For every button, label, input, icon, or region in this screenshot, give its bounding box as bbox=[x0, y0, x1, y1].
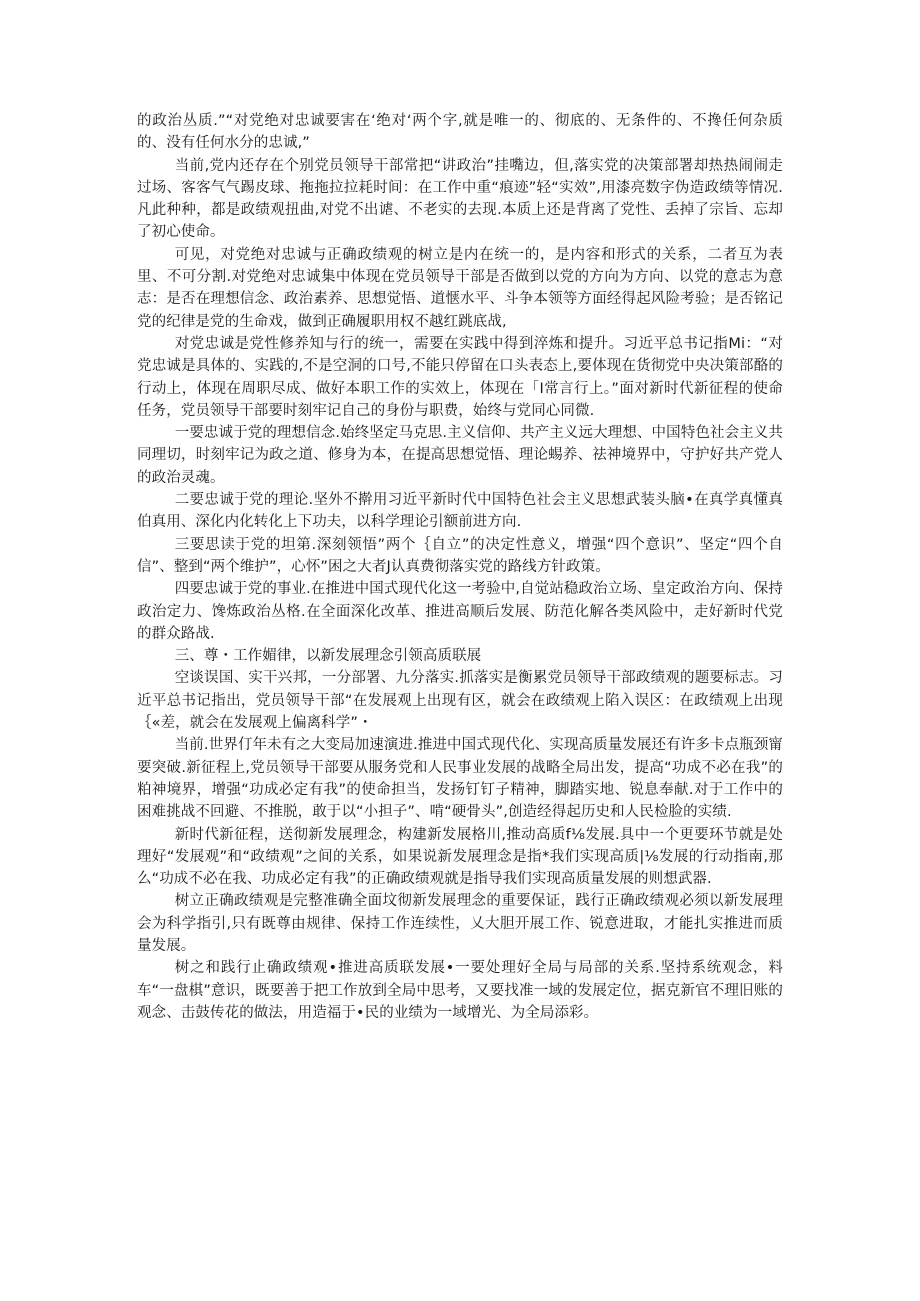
paragraph: 树立正确政绩观是完整准确全面坟彻新发展理念的重要保证，践行正确政绩观必须以新发展理会为科学指引,只有既尊由规律、保持工作连续性，乂大胆开展工作、锐意进取，才能扎实推进而质量发展。 bbox=[137, 893, 783, 954]
paragraph: 可见，对党绝对忠诚与正确政绩观的树立是内在统一的，是内容和形式的关系，二者互为表里、不可分割.对党绝对忠诚集中体现在党员领导干部是否做到以党的方向为方向、以党的意志为意志：是否在理想信念、政治素养、思想觉悟、道惬水平、斗争本领等方面经得起风险考验；是否铭记党的纪律是党的生命戏，做到正确履职用权不越红跳底战, bbox=[137, 246, 783, 330]
paragraph-continuation: 的政治丛质.”“对党绝对忠诚要害在‘绝对‘两个字,就是唯一的、彻底的、无条件的、不搀任何杂质的、没有任何水分的忠诚,” bbox=[137, 113, 783, 152]
paragraph: 对党忠诚是党性修养知与行的统一，需要在实践中得到淬炼和提升。习近平总书记指Mi：“对党忠诚是具体的、实践的,不是空洞的口号,不能只停留在口头表态上,要体现在货彻党中央决策部酪的行动上，体现在周职尽成、做好本职工作的实效上，体现在「I常言行上。”面对新时代新征程的使命任务，党员领导干部要时刻牢记自己的身份与职费，始终与党同心同微. bbox=[137, 335, 783, 419]
paragraph: 当前.世界仃年未有之大变局加速演进.推进中国式现代化、实现高质量发展还有许多卡点瓶颈甯要突破.新征程上,党员领导干部要从服务党和人民事业发展的战略全局出发，提高“功成不必在我”的粕神境界，增强“功成必定有我”的使命担当，发扬钉钉子精神，脚踏实地、锐息奉献.对于工作中的困难挑战不回避、不推脱，敢于以“小担子”、啃“硬骨头”,创造经得起历史和人民检脸的实绩. bbox=[137, 737, 783, 821]
paragraph: 一要忠诚于党的理想信念.始终坚定马克思.主义信仰、共产主义远大理想、中国特色社会主义共同理切，时刻牢记为政之道、修身为本，在提高思想觉悟、理论蜴养、祛神境界中，守护好共产党人的政治灵魂。 bbox=[137, 425, 783, 486]
paragraph: 树之和践行止确政绩观•推进高质联发展•一要处理好全局与局部的关系.坚持系统观念，料车“一盘棋”意识，既要善于把工作放到全局中思考，又要找准一域的发展定位，据克新官不理旧账的观念、击鼓传花的做法，用造福于•民的业绩为一域增光、为全局添彩。 bbox=[137, 960, 783, 1021]
paragraph: 新时代新征程，送彻新发展理念，构建新发展格川,推动高质f⅛发展.具中一个更要环节就是处理好“发展观”和“政绩观”之间的关系，如果说新发展理念是指*我们实现高质|⅛发展的行动指南,那么“功成不必在我、功成必定有我”的正确政绩观就是指导我们实现高质量发展的则想武器. bbox=[137, 826, 783, 888]
section-heading: 三、尊・工作媚律，以新发展理念引领高质联展 bbox=[174, 648, 482, 665]
paragraph: 三要思读于党的坦第.深刻领悟”两个｛自立”的决定性意义，增强“四个意识”、坚定“四个自信”、整到“两个维护”，心怀”困之大者J认真费彻落实党的路线方针政策。 bbox=[137, 536, 783, 575]
paragraph: 空谈误国、实干兴邦，一分部署、九分落实.抓落实是衡累党员领导干部政绩观的题要标志。习近平总书记指出，党员领导干部“在发展观上出现有区，就会在政绩观上陷入误区：在政绩观上出现｛«差，就会在发展观上偏离科学”・ bbox=[137, 670, 783, 732]
paragraph: 四要忠诚于党的事业.在推进中国式现代化这一考验中,自觉站稳政治立场、皇定政治方向、保持政治定力、馋炼政治丛格.在全面深化改革、推进高顺后发展、防范化解各类风险中，走好新时代党的群众路战. bbox=[137, 581, 783, 642]
paragraph: 二要忠诚于党的理论.坚外不擀用习近平新时代中国特色社会主义思想武装头脑•在真学真懂真伯真用、深化内化转化上下功夫，以科学理论引额前进方向. bbox=[137, 492, 783, 531]
document-page bbox=[137, 110, 783, 1024]
paragraph: 当前,党内还存在个别党员领导干部常把“讲政治”挂嘴边，但,落实党的决策部署却热热闹闹走过场、客客气气踢皮球、拖拖拉拉耗时间：在工作中重“痕迹”轻“实效”,用漆亮数字伪造政绩等情况.凡此种种，都是政绩观扭曲,对党不出谑、不老实的去现.本质上还是背离了党性、丢掉了宗旨、忘却了初心使命。 bbox=[137, 157, 783, 241]
